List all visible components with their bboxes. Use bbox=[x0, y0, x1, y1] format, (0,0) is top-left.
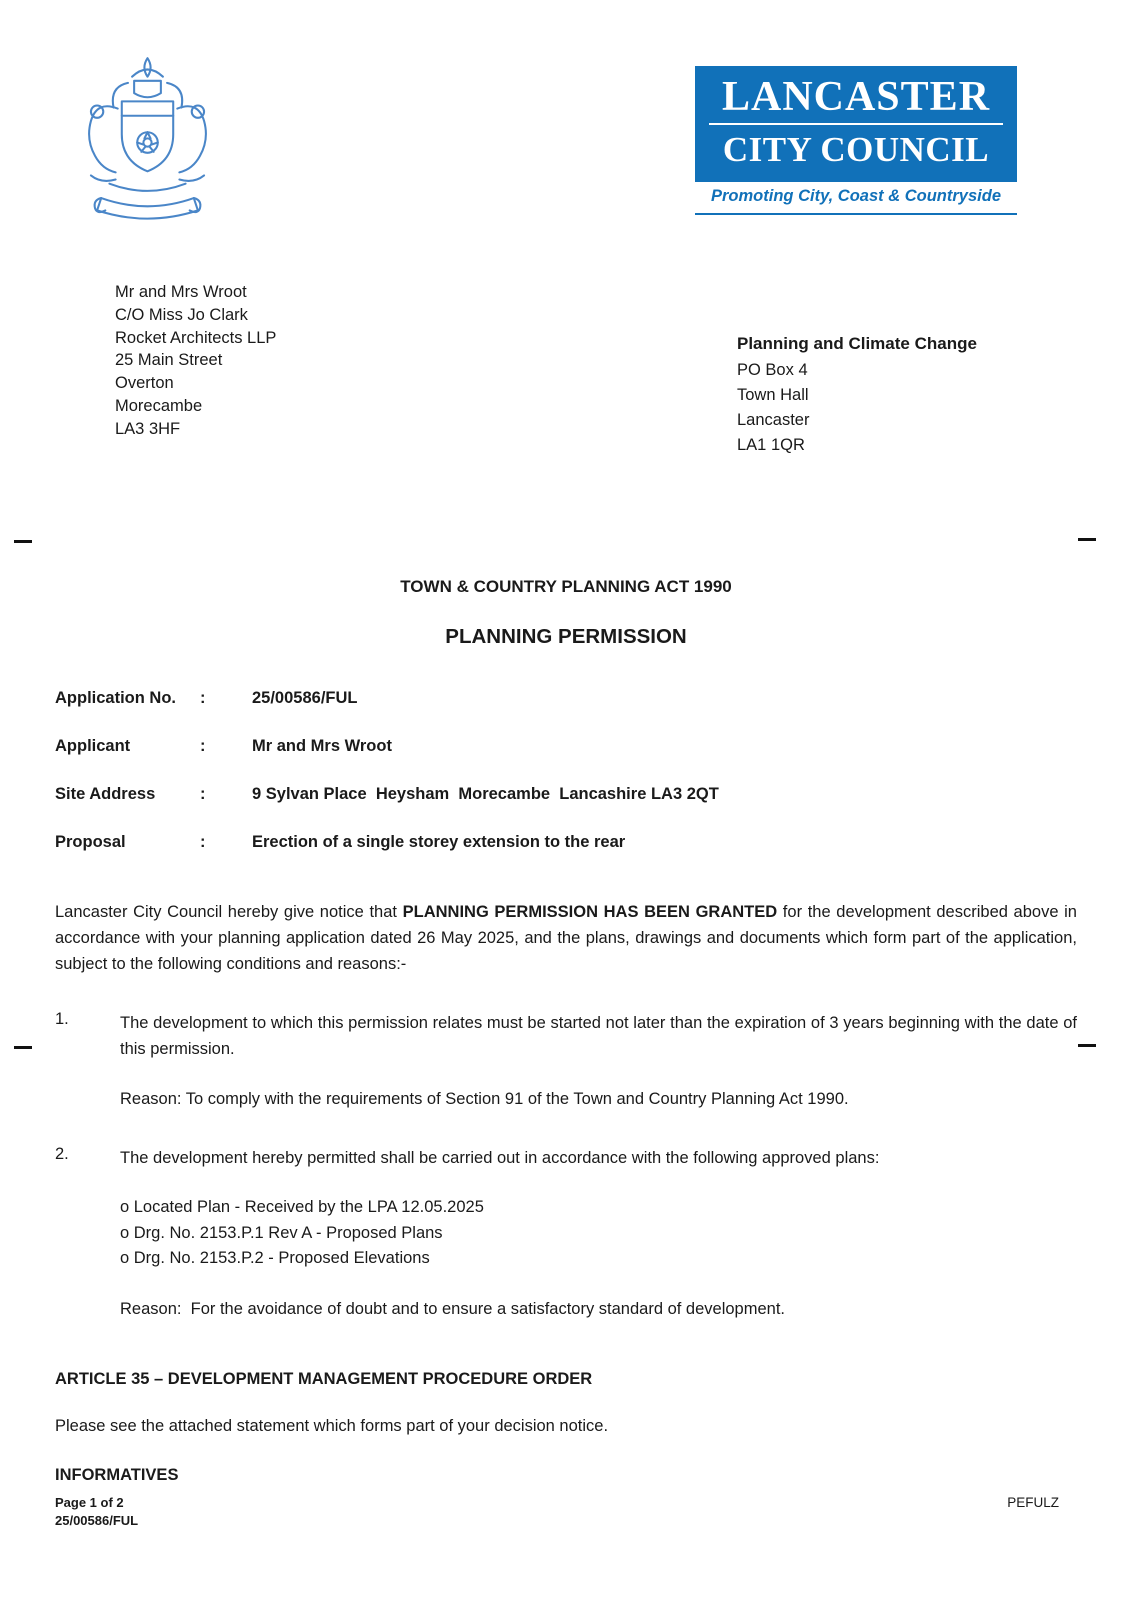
field-label: Site Address bbox=[55, 785, 156, 803]
address-line: Overton bbox=[115, 374, 174, 393]
notice-pre: Lancaster City Council hereby give notice that bbox=[55, 903, 403, 921]
plan-item: o Located Plan - Received by the LPA 12.05.2025 bbox=[120, 1198, 484, 1216]
fold-mark bbox=[1078, 1044, 1096, 1047]
address-line: Mr and Mrs Wroot bbox=[115, 283, 247, 301]
field-value: 9 Sylvan Place Heysham Morecambe Lancashire LA3 2QT bbox=[252, 785, 719, 803]
field-value: Erection of a single storey extension to the rear bbox=[252, 833, 626, 851]
plan-item: o Drg. No. 2153.P.1 Rev A - Proposed Plans bbox=[120, 1223, 443, 1242]
notice-post: for the development described above in accordance with your planning application dated 26 May 2025, and the plans, drawings and documents which form part of the application, subject to the following conditions and reasons:- bbox=[55, 903, 1077, 973]
address-line: Lancaster bbox=[737, 411, 810, 429]
logo-divider bbox=[709, 123, 1003, 125]
address-line: Morecambe bbox=[115, 396, 203, 415]
grant-notice-paragraph bbox=[55, 899, 1077, 977]
condition-number: 2. bbox=[55, 1145, 69, 1163]
plan-item: o Drg. No. 2153.P.2 - Proposed Elevations bbox=[120, 1249, 430, 1267]
footer-reference: 25/00586/FUL bbox=[55, 1513, 139, 1528]
condition-text: The development hereby permitted shall be carried out in accordance with the following approved plans: bbox=[120, 1149, 880, 1167]
field-separator: : bbox=[200, 785, 206, 803]
department-title: Planning and Climate Change bbox=[737, 334, 977, 353]
department-address bbox=[737, 331, 977, 458]
logo-line1: LANCASTER bbox=[721, 74, 991, 120]
coat-of-arms-icon bbox=[60, 52, 235, 232]
address-line: LA1 1QR bbox=[737, 436, 805, 454]
logo-tagline: Promoting City, Coast & Countryside bbox=[695, 182, 1017, 215]
address-line: 25 Main Street bbox=[115, 351, 223, 370]
address-line: C/O Miss Jo Clark bbox=[115, 305, 248, 324]
logo-box bbox=[695, 66, 1017, 182]
recipient-address bbox=[115, 281, 276, 441]
notice-granted-bold: PLANNING PERMISSION HAS BEEN GRANTED bbox=[402, 903, 778, 921]
field-separator: : bbox=[200, 737, 206, 755]
council-crest bbox=[60, 52, 235, 232]
field-label: Proposal bbox=[55, 833, 126, 851]
act-heading: TOWN & COUNTRY PLANNING ACT 1990 bbox=[400, 577, 732, 596]
approved-plans-list bbox=[120, 1195, 1077, 1272]
article-35-heading: ARTICLE 35 – DEVELOPMENT MANAGEMENT PROCEDURE ORDER bbox=[55, 1369, 593, 1388]
logo-line2: CITY COUNCIL bbox=[722, 130, 990, 169]
page-title: PLANNING PERMISSION bbox=[445, 625, 687, 648]
letter-body bbox=[55, 577, 1077, 1485]
attached-statement-text: Please see the attached statement which forms part of your decision notice. bbox=[55, 1416, 609, 1435]
application-fields bbox=[55, 689, 1077, 852]
address-line: LA3 3HF bbox=[115, 419, 181, 438]
condition-1 bbox=[55, 1010, 1077, 1062]
council-logo bbox=[695, 66, 1017, 215]
address-line: Town Hall bbox=[737, 386, 809, 404]
field-label: Application No. bbox=[55, 689, 176, 707]
field-row-application-no bbox=[55, 689, 1077, 708]
fold-mark bbox=[1078, 538, 1096, 541]
address-line: PO Box 4 bbox=[737, 361, 808, 379]
field-value: Mr and Mrs Wroot bbox=[252, 737, 392, 755]
field-separator: : bbox=[200, 833, 206, 851]
informatives-heading: INFORMATIVES bbox=[55, 1465, 179, 1484]
condition-2 bbox=[55, 1145, 1077, 1171]
field-value: 25/00586/FUL bbox=[252, 689, 358, 707]
condition-2-reason: Reason: For the avoidance of doubt and to ensure a satisfactory standard of development. bbox=[120, 1299, 785, 1318]
condition-1-reason: Reason: To comply with the requirements of Section 91 of the Town and Country Planning Act 1990. bbox=[120, 1090, 849, 1108]
condition-text: The development to which this permission relates must be started not later than the expiration of 3 years beginning with the date of this permission. bbox=[120, 1014, 1077, 1058]
page-number: Page 1 of 2 bbox=[55, 1495, 124, 1510]
field-row-applicant bbox=[55, 737, 1077, 756]
footer-left bbox=[55, 1494, 138, 1530]
fold-mark bbox=[14, 540, 32, 543]
field-row-proposal bbox=[55, 833, 1077, 852]
fold-mark bbox=[14, 1046, 32, 1049]
field-row-site-address bbox=[55, 785, 1077, 804]
footer-code: PEFULZ bbox=[1007, 1495, 1059, 1510]
address-line: Rocket Architects LLP bbox=[115, 328, 277, 347]
condition-number: 1. bbox=[55, 1010, 69, 1028]
field-label: Applicant bbox=[55, 737, 131, 755]
field-separator: : bbox=[200, 689, 206, 707]
